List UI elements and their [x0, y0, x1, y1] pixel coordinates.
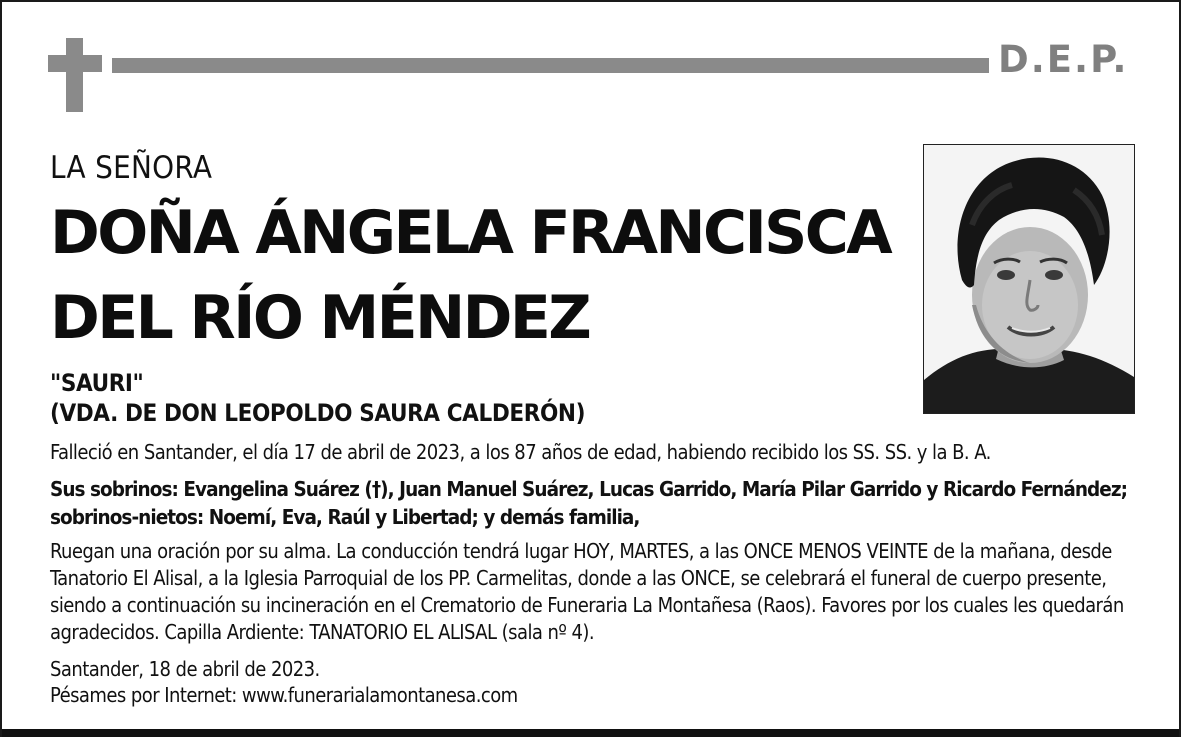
nickname: "SAURI"	[50, 369, 144, 397]
place-date: Santander, 18 de abril de 2023.	[50, 657, 320, 681]
cross-icon	[48, 38, 102, 112]
ceremony-details: Ruegan una oración por su alma. La conducción tendrá lugar HOY, MARTES, a las ONCE MENOS VEINTE de la mañana, desde Tanatorio El Alisal, a la Iglesia Parroquial de los PP. Carmelitas, donde a las ONCE, se celebrará el funeral de cuerpo presente, siendo a continuación su incineración en el Crematorio de Funeraria La Montañesa (Raos). Favores por los cuales les quedarán agradecidos. Capilla Ardiente: TANATORIO EL ALISAL (sala nº 4).	[50, 539, 1124, 644]
dep-label: D.E.P.	[998, 38, 1129, 81]
deceased-name-line1: DOÑA ÁNGELA FRANCISCA	[50, 198, 891, 268]
header-rule	[112, 58, 989, 73]
death-info: Falleció en Santander, el día 17 de abril de 2023, a los 87 años de edad, habiendo recibido los SS. SS. y la B. A.	[50, 440, 991, 464]
portrait-image	[924, 145, 1134, 413]
deceased-name-line2: DEL RÍO MÉNDEZ	[50, 283, 590, 353]
intro-title: LA SEÑORA	[50, 150, 213, 186]
condolences-web: Pésames por Internet: www.funerarialamontanesa.com	[50, 683, 518, 707]
bottom-border	[2, 729, 1179, 737]
portrait-photo	[923, 144, 1135, 414]
family-list: Sus sobrinos: Evangelina Suárez (†), Juan Manuel Suárez, Lucas Garrido, María Pilar Garrido y Ricardo Fernández; sobrinos-nietos: Noemí, Eva, Raúl y Libertad; y demás familia,	[50, 477, 1128, 529]
widow-of: (VDA. DE DON LEOPOLDO SAURA CALDERÓN)	[50, 399, 586, 427]
